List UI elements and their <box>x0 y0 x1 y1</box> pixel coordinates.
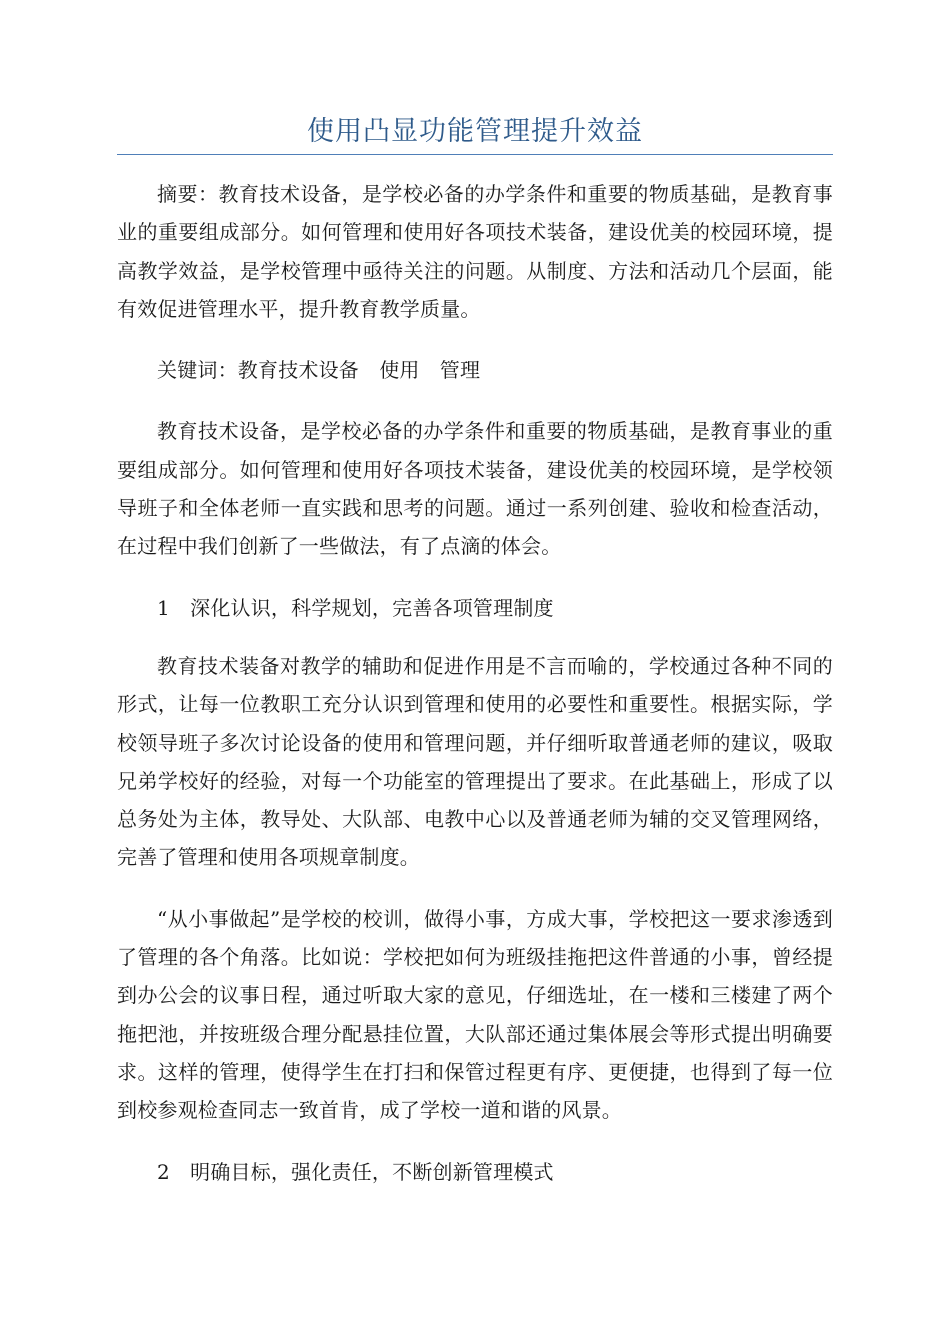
document-title: 使用凸显功能管理提升效益 <box>307 116 643 147</box>
section-heading: 1 深化认识，科学规划，完善各项管理制度 <box>157 595 554 620</box>
keywords-paragraph: 关键词：教育技术设备 使用 管理 <box>157 358 481 383</box>
title-underline <box>117 154 833 155</box>
body-paragraph: 教育技术装备对教学的辅助和促进作用是不言而喻的，学校通过各种不同的形式，让每一位教职工充分认识到管理和使用的必要性和重要性。根据实际，学校领导班子多次讨论设备的使用和管理问题，并仔细听取普通老师的建议，吸取兄弟学校好的经验，对每一个功能室的管理提出了要求。在此基础上，形成了以总务处为主体，教导处、大队部、电教中心以及普通老师为辅的交叉管理网络，完善了管理和使用各项规章制度。 <box>117 653 833 870</box>
section-heading: 2 明确目标，强化责任，不断创新管理模式 <box>157 1159 554 1184</box>
document-body <box>117 175 833 1211</box>
body-paragraph: 教育技术设备，是学校必备的办学条件和重要的物质基础，是教育事业的重要组成部分。如何管理和使用好各项技术装备，建设优美的校园环境，是学校领导班子和全体老师一直实践和思考的问题。通过一系列创建、验收和检查活动，在过程中我们创新了一些做法，有了点滴的体会。 <box>117 419 833 559</box>
body-paragraph: “从小事做起”是学校的校训，做得小事，方成大事，学校把这一要求渗透到了管理的各个角落。比如说：学校把如何为班级挂拖把这件普通的小事，曾经提到办公会的议事日程，通过听取大家的意见，仔细选址，在一楼和三楼建了两个拖把池，并按班级合理分配悬挂位置，大队部还通过集体展会等形式提出明确要求。这样的管理，使得学生在打扫和保管过程更有序、更便捷，也得到了每一位到校参观检查同志一致首肯，成了学校一道和谐的风景。 <box>117 906 833 1123</box>
abstract-paragraph: 摘要：教育技术设备，是学校必备的办学条件和重要的物质基础，是教育事业的重要组成部分。如何管理和使用好各项技术装备，建设优美的校园环境，提高教学效益，是学校管理中亟待关注的问题。从制度、方法和活动几个层面，能有效促进管理水平，提升教育教学质量。 <box>117 182 833 321</box>
